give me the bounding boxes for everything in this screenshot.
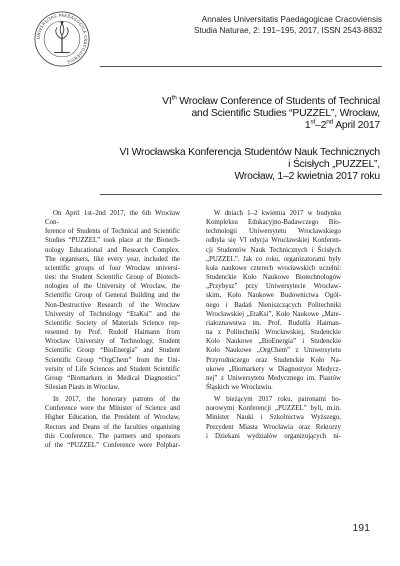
text-line: In 2017, the honorary patrons of the bbox=[53, 396, 180, 404]
text-line: „PUZZEL”. Jak co roku, organizatorami były bbox=[206, 255, 341, 263]
text-line: Śląskich we Wrocławiu. bbox=[206, 383, 273, 391]
text-line: nego i Badań Nieniszczących Politechniki bbox=[206, 301, 341, 309]
title-pl-line-3: Wrocław, 1–2 kwietnia 2017 roku bbox=[234, 171, 380, 183]
title-divider bbox=[100, 194, 382, 195]
title-polish bbox=[100, 147, 380, 184]
text-line: „Przybysz” przy Uniwersytecie Wrocław- bbox=[206, 283, 341, 291]
title-english bbox=[100, 96, 380, 133]
text-line: Group “Biomarkers in Medical Diagnostics” bbox=[45, 374, 180, 382]
journal-header bbox=[142, 14, 382, 36]
page-number: 191 bbox=[352, 522, 370, 534]
title-en-line-3: 1st–2nd April 2017 bbox=[304, 118, 380, 132]
text-line: skim, Koło Naukowe Budownictwa Ogól- bbox=[206, 292, 341, 300]
text-line: odbyła się VI edycja Wrocławskiej Konferen- bbox=[206, 237, 341, 245]
text-line: norowymi Konferencji „PUZZEL” byli, m.in. bbox=[206, 405, 341, 413]
text-line: ference of Students of Technical and Scientific bbox=[45, 228, 180, 236]
text-line: Scientific Group of General Building and the bbox=[45, 292, 180, 300]
text-line: Scientific Group “OrgChem” from the Uni- bbox=[45, 356, 180, 364]
text-line: Minister Nauki i Szkolnictwa Wyższego, bbox=[206, 414, 341, 422]
text-line: Wrocław University of Technology, Student bbox=[45, 338, 180, 346]
text-line: ties: the Student Scientific Group of Biotech- bbox=[45, 274, 180, 282]
text-line: Rectors and Deans of the faculties organising bbox=[45, 423, 180, 431]
text-line: ukowe „Biomarkery w Diagnostyce Medycz- bbox=[206, 365, 341, 373]
text-line: Koło Naukowe „BioEnergia” i Studenckie bbox=[206, 338, 341, 346]
text-line: this Conference. The partners and sponsors bbox=[45, 432, 180, 440]
text-line: Higher Education, the President of Wrocław, bbox=[45, 414, 180, 422]
text-line: W bieżącym 2017 roku, patronami ho- bbox=[214, 396, 341, 404]
text-line: nology Educational and Research Complex. bbox=[45, 246, 180, 254]
text-line: Scientific Group “BioEnergia” and Student bbox=[45, 347, 180, 355]
text-line: Studies “PUZZEL” took place at the Biotech- bbox=[45, 237, 180, 245]
text-line: Koło Naukowe „OrgChem” z Uniwersytetu bbox=[206, 347, 341, 355]
text-line: On April 1st–2nd 2017, the 6th Wrocław Con- bbox=[45, 210, 180, 227]
text-line: Wrocławskiej „EtaKsi”, Koło Naukowe „Mate- bbox=[206, 310, 341, 318]
text-line: Non-Destructive Research of the Wrocław bbox=[45, 301, 180, 309]
text-line: Prezydent Miasta Wrocławia oraz Rektorzy bbox=[206, 423, 341, 431]
text-line: University of Technology “EtaKsi” and the bbox=[45, 310, 180, 318]
text-line: nologies of the University of Wrocław, the bbox=[45, 283, 180, 291]
svg-text:UNIVERSITAS PAEDAGOGICA CRACOV: UNIVERSITAS PAEDAGOGICA CRACOVIENSIS bbox=[35, 12, 89, 65]
text-line: Studenckie Koło Naukowe Biotechnologów bbox=[206, 274, 341, 282]
text-line: koła naukowe czterech wrocławskich uczelni: bbox=[206, 264, 341, 272]
header-divider bbox=[100, 66, 382, 67]
text-line: versity of Life Sciences and Student Scientific bbox=[45, 365, 180, 373]
text-line: Przyrodniczego oraz Studenckie Koło Na- bbox=[206, 356, 341, 364]
polish-text-column bbox=[206, 209, 341, 441]
text-line: nej” z Uniwersytetu Medycznego im. Piastów bbox=[206, 374, 341, 382]
university-seal-logo bbox=[33, 10, 91, 68]
text-line: technologii Uniwersytetu Wrocławskiego bbox=[206, 228, 341, 236]
text-line: riałoznawstwa im. Prof. Rudolfa Haiman- bbox=[206, 319, 341, 327]
english-text-column bbox=[45, 209, 180, 450]
text-line: W dniach 1–2 kwietnia 2017 w budynku bbox=[214, 210, 341, 217]
title-en-line-2: and Scientific Studies “PUZZEL”, Wrocław, bbox=[191, 108, 380, 120]
title-pl-line-2: i Ścisłych „PUZZEL”, bbox=[288, 159, 380, 171]
text-line: Conference were the Minister of Science and bbox=[45, 405, 180, 413]
text-line: The organisers, like every year, included the bbox=[45, 255, 180, 263]
text-line: i Dziekani wydziałów organizujących ni- bbox=[206, 432, 341, 440]
text-line: of the “PUZZEL” Conference were Polphar- bbox=[45, 441, 180, 449]
text-line: Scientific Society of Materials Science rep- bbox=[45, 319, 180, 327]
text-line: scientific groups of four Wrocław universi- bbox=[45, 264, 180, 272]
title-pl-line-1: VI Wrocławska Konferencja Studentów Nauk Technicznych bbox=[119, 147, 380, 158]
text-line: resented by Prof. Rudolf Haimann from bbox=[45, 329, 180, 337]
journal-name: Annales Universitatis Paedagogicae Cracoviensis bbox=[201, 15, 382, 24]
title-en-line-1: VIth Wrocław Conference of Students of Technical bbox=[162, 94, 380, 107]
text-line: Kompleksu Edukacyjno-Badawczego Bio- bbox=[206, 219, 341, 227]
text-line: cji Studentów Nauk Technicznych i Ścisłych bbox=[206, 246, 341, 254]
journal-citation: Studia Naturae, 2: 191–195, 2017, ISSN 2543-8832 bbox=[194, 26, 382, 35]
text-line: na z Politechniki Wrocławskiej, Studenckie bbox=[206, 329, 341, 337]
text-line: Silesian Piasts in Wrocław. bbox=[45, 383, 120, 391]
